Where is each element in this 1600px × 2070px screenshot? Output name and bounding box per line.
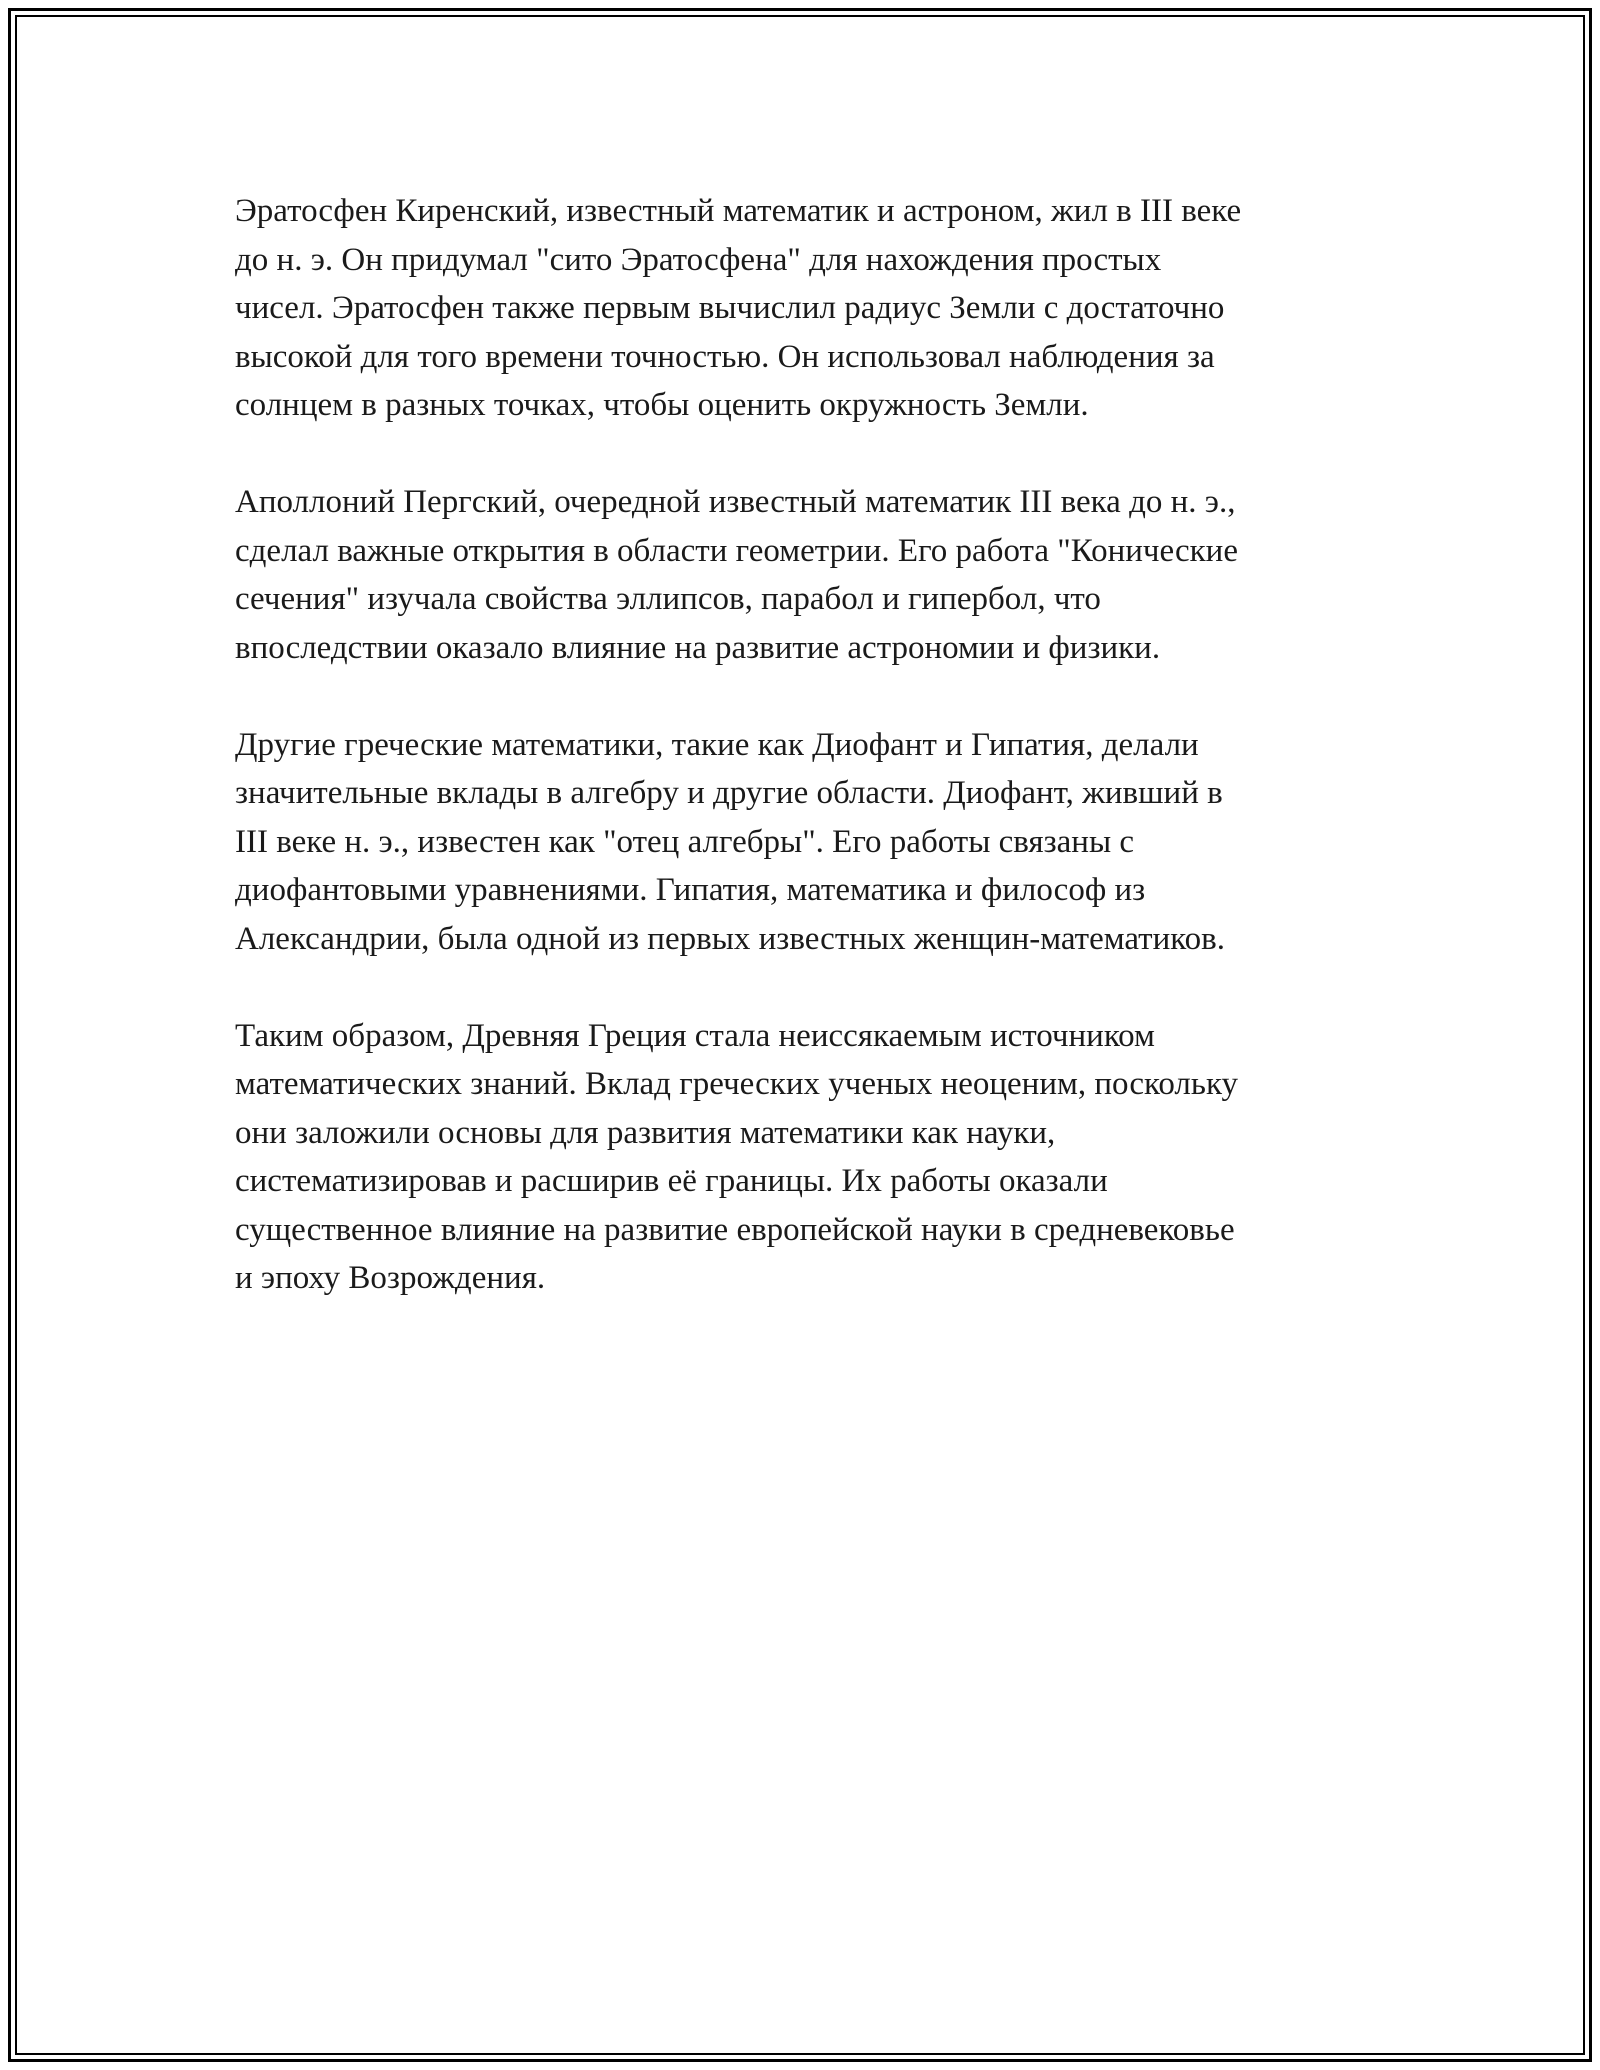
text-line: Аполлоний Пергский, очередной известный математик III века до н. э., <box>235 484 1236 520</box>
text-line: Александрии, была одной из первых известных женщин-математиков. <box>235 920 1225 957</box>
paragraph-diophantus-hypatia <box>235 721 1375 964</box>
text-line: Другие греческие математики, такие как Диофант и Гипатия, делали <box>235 726 1199 763</box>
paragraph-eratosthenes <box>235 187 1375 430</box>
text-line: высокой для того времени точностью. Он использовал наблюдения за <box>235 338 1215 375</box>
text-line: систематизировав и расширив её границы. Их работы оказали <box>235 1163 1108 1199</box>
text-line: значительные вклады в алгебру и другие области. Диофант, живший в <box>235 775 1223 811</box>
text-line: они заложили основы для развития математики как науки, <box>235 1114 1056 1151</box>
text-line: сделал важные открытия в области геометрии. Его работа "Конические <box>235 532 1238 569</box>
paragraph-conclusion <box>235 1012 1375 1303</box>
text-line: существенное влияние на развитие европейской науки в средневековье <box>235 1211 1235 1248</box>
paragraph-apollonius <box>235 478 1375 672</box>
text-line: III веке н. э., известен как "отец алгебры". Его работы связаны с <box>235 823 1135 860</box>
text-line: диофантовыми уравнениями. Гипатия, математика и философ из <box>235 872 1146 908</box>
text-line: сечения" изучала свойства эллипсов, парабол и гипербол, что <box>235 581 1101 617</box>
document-body <box>235 187 1375 1351</box>
text-line: чисел. Эратосфен также первым вычислил радиус Земли с достаточно <box>235 290 1225 326</box>
text-line: Таким образом, Древняя Греция стала неиссякаемым источником <box>235 1017 1155 1054</box>
text-line: математических знаний. Вклад греческих ученых неоценим, поскольку <box>235 1066 1239 1102</box>
text-line: впоследствии оказало влияние на развитие астрономии и физики. <box>235 629 1161 666</box>
text-line: Эратосфен Киренский, известный математик и астроном, жил в III веке <box>235 193 1242 229</box>
text-line: до н. э. Он придумал "сито Эратосфена" для нахождения простых <box>235 241 1162 278</box>
text-line: и эпоху Возрождения. <box>235 1260 546 1296</box>
text-line: солнцем в разных точках, чтобы оценить окружность Земли. <box>235 387 1089 423</box>
